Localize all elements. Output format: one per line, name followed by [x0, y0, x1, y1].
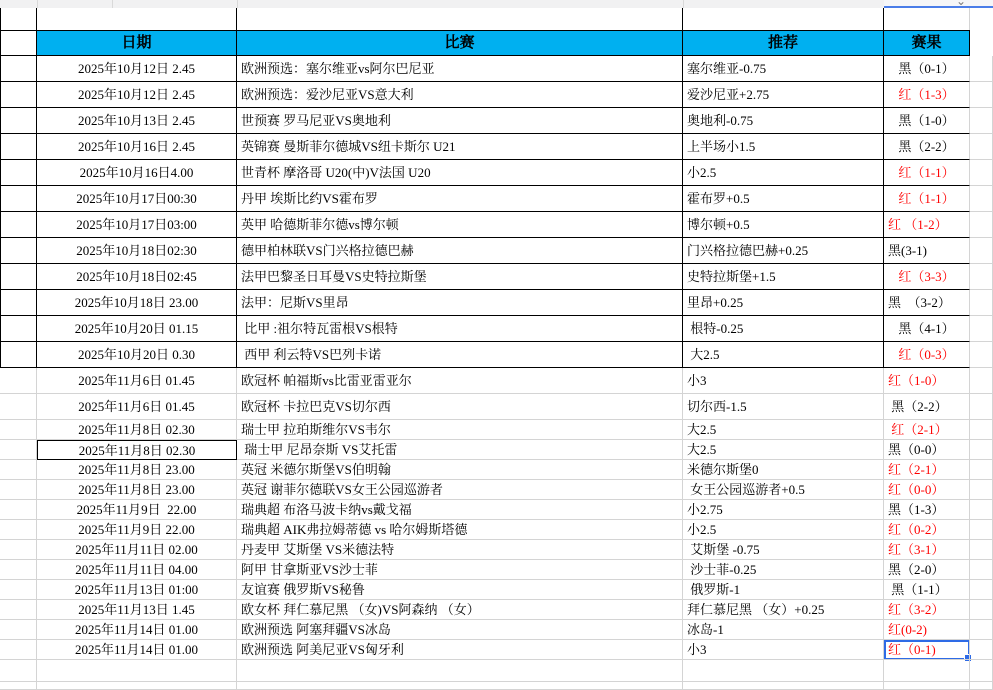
cell-recommendation[interactable]: 爱沙尼亚+2.75 — [683, 82, 884, 108]
row-header-cell[interactable] — [0, 600, 37, 620]
cell-match[interactable]: 法甲：尼斯VS里昂 — [237, 290, 683, 316]
empty-cell[interactable] — [0, 682, 37, 690]
cell-date[interactable]: 2025年11月8日 23.00 — [37, 460, 237, 480]
cell-result[interactable]: 红（3-3） — [884, 264, 970, 290]
cell-recommendation[interactable]: 里昂+0.25 — [683, 290, 884, 316]
cell-recommendation[interactable]: 艾斯堡 -0.75 — [683, 540, 884, 560]
cell-date[interactable]: 2025年10月16日4.00 — [37, 160, 237, 186]
cell-recommendation[interactable]: 霍布罗+0.5 — [683, 186, 884, 212]
row-header-cell[interactable] — [0, 620, 37, 640]
gridline — [237, 0, 238, 8]
cell-match[interactable]: 世青杯 摩洛哥 U20(中)V法国 U20 — [237, 160, 683, 186]
cell-recommendation[interactable]: 上半场小1.5 — [683, 134, 884, 160]
cell-extra[interactable] — [970, 520, 993, 540]
cell-extra[interactable] — [970, 394, 993, 420]
cell-extra[interactable] — [970, 460, 993, 480]
cell-date[interactable]: 2025年10月20日 0.30 — [37, 342, 237, 368]
row-header-cell[interactable] — [0, 480, 37, 500]
row-header-cell[interactable] — [0, 560, 37, 580]
cell-date[interactable]: 2025年10月17日03:00 — [37, 212, 237, 238]
cell-recommendation[interactable]: 沙士菲-0.25 — [683, 560, 884, 580]
cell-result[interactable]: 红（1-1） — [884, 160, 970, 186]
cell-extra[interactable] — [970, 600, 993, 620]
cell-recommendation[interactable]: 小2.5 — [683, 520, 884, 540]
cell-result[interactable]: 黑（1-1） — [884, 580, 970, 600]
empty-cell[interactable] — [237, 682, 683, 690]
empty-cell[interactable] — [37, 682, 237, 690]
cell-match[interactable]: 法甲巴黎圣日耳曼VS史特拉斯堡 — [237, 264, 683, 290]
cell-date[interactable]: 2025年10月13日 2.45 — [37, 108, 237, 134]
cell-date[interactable]: 2025年10月18日 23.00 — [37, 290, 237, 316]
empty-cell[interactable] — [884, 660, 970, 682]
cell-result[interactable]: 黑（0-1） — [884, 56, 970, 82]
cell-date[interactable]: 2025年10月17日00:30 — [37, 186, 237, 212]
cell-extra[interactable] — [970, 134, 993, 160]
row-header-cell[interactable] — [0, 264, 37, 290]
cell-recommendation[interactable]: 俄罗斯-1 — [683, 580, 884, 600]
empty-cell[interactable] — [683, 8, 884, 30]
cell-match[interactable]: 欧冠杯 卡拉巴克VS切尔西 — [237, 394, 683, 420]
cell-extra[interactable] — [970, 580, 993, 600]
cell-recommendation[interactable]: 塞尔维亚-0.75 — [683, 56, 884, 82]
cell-date[interactable]: 2025年11月11日 04.00 — [37, 560, 237, 580]
chevron-down-icon[interactable]: ⌄ — [956, 0, 967, 8]
cell-match[interactable]: 欧冠杯 帕福斯vs比雷亚雷亚尔 — [237, 368, 683, 394]
column-header-match[interactable]: 比赛 — [237, 30, 683, 56]
cell-date[interactable]: 2025年11月8日 02.30 — [37, 420, 237, 440]
cell-recommendation[interactable]: 奥地利-0.75 — [683, 108, 884, 134]
cell-recommendation[interactable]: 拜仁慕尼黑 （女）+0.25 — [683, 600, 884, 620]
gridline — [683, 0, 684, 8]
row-header-cell[interactable] — [0, 500, 37, 520]
cell-match[interactable]: 瑞士甲 尼昂奈斯 VS艾托雷 — [237, 440, 683, 460]
cell-result[interactable]: 红（1-1） — [884, 186, 970, 212]
cell-result[interactable]: 黑（2-2） — [884, 134, 970, 160]
gridline — [37, 0, 38, 8]
cell-recommendation[interactable]: 门兴格拉德巴赫+0.25 — [683, 238, 884, 264]
column-header-recommendation[interactable]: 推荐 — [683, 30, 884, 56]
cell-match[interactable]: 丹甲 埃斯比约VS霍布罗 — [237, 186, 683, 212]
row-header-cell[interactable] — [0, 82, 37, 108]
row-header-cell[interactable] — [0, 342, 37, 368]
cell-result[interactable]: 红（3-1） — [884, 540, 970, 560]
cell-date[interactable]: 2025年10月18日02:45 — [37, 264, 237, 290]
row-header-cell[interactable] — [0, 394, 37, 420]
cell-match[interactable]: 瑞典超 布洛马波卡纳vs戴戈福 — [237, 500, 683, 520]
cell-match[interactable]: 欧洲预选：塞尔维亚vs阿尔巴尼亚 — [237, 56, 683, 82]
cell-result[interactable]: 黑（1-3） — [884, 500, 970, 520]
empty-cell[interactable] — [683, 682, 884, 690]
cell-extra[interactable] — [970, 82, 993, 108]
cell-match[interactable]: 欧洲预选 阿塞拜疆VS冰岛 — [237, 620, 683, 640]
cell-date[interactable]: 2025年11月9日 22.00 — [37, 500, 237, 520]
cell-date[interactable]: 2025年11月8日 23.00 — [37, 480, 237, 500]
row-header-cell[interactable] — [0, 108, 37, 134]
cell-date[interactable]: 2025年11月13日 01:00 — [37, 580, 237, 600]
empty-cell[interactable] — [683, 660, 884, 682]
cell-recommendation[interactable]: 女王公园巡游者+0.5 — [683, 480, 884, 500]
cell-extra[interactable] — [970, 440, 993, 460]
cell-result[interactable]: 红（2-1） — [884, 420, 970, 440]
empty-cell[interactable] — [37, 8, 237, 30]
cell-extra[interactable] — [970, 540, 993, 560]
cell-match[interactable]: 英锦赛 曼斯菲尔德城VS纽卡斯尔 U21 — [237, 134, 683, 160]
cell-match[interactable]: 英甲 哈德斯菲尔德vs博尔顿 — [237, 212, 683, 238]
row-header-cell[interactable] — [0, 440, 37, 460]
cell-date[interactable]: 2025年11月9日 22.00 — [37, 520, 237, 540]
cell-result[interactable]: 红（3-2） — [884, 600, 970, 620]
cell-extra[interactable] — [970, 160, 993, 186]
column-header-date[interactable]: 日期 — [37, 30, 237, 56]
row-header-cell[interactable] — [0, 580, 37, 600]
empty-cell[interactable] — [237, 660, 683, 682]
cell-result[interactable]: 红（0-0） — [884, 480, 970, 500]
cell-recommendation[interactable]: 切尔西-1.5 — [683, 394, 884, 420]
cell-recommendation[interactable]: 小3 — [683, 368, 884, 394]
row-header-cell[interactable] — [0, 238, 37, 264]
cell-recommendation[interactable]: 史特拉斯堡+1.5 — [683, 264, 884, 290]
row-header-cell[interactable] — [0, 56, 37, 82]
cell-date[interactable]: 2025年11月6日 01.45 — [37, 368, 237, 394]
empty-cell[interactable] — [237, 8, 683, 30]
cell-result[interactable]: 黑（2-0） — [884, 560, 970, 580]
cell-date[interactable]: 2025年10月18日02:30 — [37, 238, 237, 264]
row-header-cell[interactable] — [0, 520, 37, 540]
cell-extra[interactable] — [970, 212, 993, 238]
cell-recommendation[interactable]: 小3 — [683, 640, 884, 660]
cell-match[interactable]: 阿甲 甘拿斯亚VS沙士菲 — [237, 560, 683, 580]
cell-result[interactable]: 红（2-1） — [884, 460, 970, 480]
cell-date[interactable]: 2025年10月12日 2.45 — [37, 82, 237, 108]
cell-extra[interactable] — [970, 500, 993, 520]
cell-match[interactable]: 英冠 米德尔斯堡VS伯明翰 — [237, 460, 683, 480]
cell-date[interactable]: 2025年10月20日 01.15 — [37, 316, 237, 342]
empty-cell[interactable] — [0, 8, 37, 30]
cell-result[interactable]: 黑(3-1) — [884, 238, 970, 264]
cell-result[interactable]: 黑（1-0） — [884, 108, 970, 134]
cell-extra[interactable] — [970, 108, 993, 134]
row-header-cell[interactable] — [0, 640, 37, 660]
cell-result[interactable]: 红（0-1) — [884, 640, 970, 660]
empty-cell[interactable] — [884, 682, 970, 690]
cell-extra[interactable] — [970, 290, 993, 316]
cell-match[interactable]: 欧洲预选：爱沙尼亚VS意大利 — [237, 82, 683, 108]
gridline — [112, 0, 113, 8]
cell-recommendation[interactable]: 博尔顿+0.5 — [683, 212, 884, 238]
cell-result[interactable]: 黑（0-0） — [884, 440, 970, 460]
cell-extra[interactable] — [970, 640, 993, 660]
cell-match[interactable]: 瑞士甲 拉珀斯维尔VS韦尔 — [237, 420, 683, 440]
cell-match[interactable]: 友谊赛 俄罗斯VS秘鲁 — [237, 580, 683, 600]
cell-match[interactable]: 英冠 谢菲尔德联VS女王公园巡游者 — [237, 480, 683, 500]
cell-result[interactable]: 黑（2-2） — [884, 394, 970, 420]
cell-date[interactable]: 2025年11月6日 01.45 — [37, 394, 237, 420]
empty-cell[interactable] — [970, 660, 993, 682]
cell-result[interactable]: 红（1-0） — [884, 368, 970, 394]
cell-result[interactable]: 红（0-2） — [884, 520, 970, 540]
cell-recommendation[interactable]: 米德尔斯堡0 — [683, 460, 884, 480]
cell-recommendation[interactable]: 根特-0.25 — [683, 316, 884, 342]
cell-date[interactable]: 2025年10月16日 2.45 — [37, 134, 237, 160]
cell-extra[interactable] — [970, 368, 993, 394]
cell-extra[interactable] — [970, 264, 993, 290]
cell-date[interactable]: 2025年11月14日 01.00 — [37, 640, 237, 660]
cell-result[interactable]: 黑（4-1） — [884, 316, 970, 342]
cell-extra[interactable] — [970, 480, 993, 500]
empty-cell[interactable] — [970, 682, 993, 690]
cell-extra[interactable] — [970, 56, 993, 82]
row-header-cell[interactable] — [0, 540, 37, 560]
cell-match[interactable]: 欧洲预选 阿美尼亚VS匈牙利 — [237, 640, 683, 660]
empty-cell[interactable] — [884, 8, 970, 30]
row-header-cell[interactable] — [0, 316, 37, 342]
cell-result[interactable]: 红(0-2) — [884, 620, 970, 640]
cell-date[interactable]: 2025年11月14日 01.00 — [37, 620, 237, 640]
column-header-result[interactable]: 赛果 — [884, 30, 970, 56]
empty-cell[interactable] — [37, 660, 237, 682]
cell-recommendation[interactable]: 小2.75 — [683, 500, 884, 520]
cell-extra[interactable] — [970, 238, 993, 264]
cell-recommendation[interactable]: 大2.5 — [683, 342, 884, 368]
cell-recommendation[interactable]: 大2.5 — [683, 420, 884, 440]
cell-date[interactable]: 2025年11月8日 02.30 — [37, 440, 237, 460]
cell-date[interactable]: 2025年11月11日 02.00 — [37, 540, 237, 560]
cell-extra[interactable] — [970, 186, 993, 212]
cell-recommendation[interactable]: 小2.5 — [683, 160, 884, 186]
cell-match[interactable]: 世预赛 罗马尼亚VS奥地利 — [237, 108, 683, 134]
cell-extra[interactable] — [970, 620, 993, 640]
row-header-cell[interactable] — [0, 30, 37, 56]
cell-extra[interactable] — [970, 316, 993, 342]
cell-recommendation[interactable]: 冰岛-1 — [683, 620, 884, 640]
cell-extra[interactable] — [970, 420, 993, 440]
top-partial-row — [0, 0, 993, 8]
row-header-cell[interactable] — [0, 290, 37, 316]
cell-match[interactable]: 瑞典超 AIK弗拉姆蒂德 vs 哈尔姆斯塔德 — [237, 520, 683, 540]
cell-match[interactable]: 丹麦甲 艾斯堡 VS米德法特 — [237, 540, 683, 560]
empty-cell[interactable] — [0, 660, 37, 682]
cell-recommendation[interactable]: 大2.5 — [683, 440, 884, 460]
cell-match[interactable]: 比甲 :祖尔特瓦雷根VS根特 — [237, 316, 683, 342]
cell-date[interactable]: 2025年10月12日 2.45 — [37, 56, 237, 82]
cell-match[interactable]: 西甲 利云特VS巴列卡诺 — [237, 342, 683, 368]
cell-extra[interactable] — [970, 560, 993, 580]
row-header-cell[interactable] — [0, 186, 37, 212]
row-header-cell[interactable] — [0, 368, 37, 394]
row-header-cell[interactable] — [0, 134, 37, 160]
cell-result[interactable]: 红（0-3） — [884, 342, 970, 368]
cell-result[interactable]: 黑 （3-2） — [884, 290, 970, 316]
cell-match[interactable]: 欧女杯 拜仁慕尼黑 （女)VS阿森纳 （女） — [237, 600, 683, 620]
cell-result[interactable]: 红 （1-2） — [884, 212, 970, 238]
cell-result[interactable]: 红（1-3） — [884, 82, 970, 108]
cell-extra[interactable] — [970, 342, 993, 368]
cell-date[interactable]: 2025年11月13日 1.45 — [37, 600, 237, 620]
top-right-panel — [884, 0, 993, 8]
row-header-cell[interactable] — [0, 420, 37, 440]
cell-match[interactable]: 德甲柏林联VS门兴格拉德巴赫 — [237, 238, 683, 264]
row-header-cell[interactable] — [0, 212, 37, 238]
row-header-cell[interactable] — [0, 160, 37, 186]
row-header-cell[interactable] — [0, 460, 37, 480]
